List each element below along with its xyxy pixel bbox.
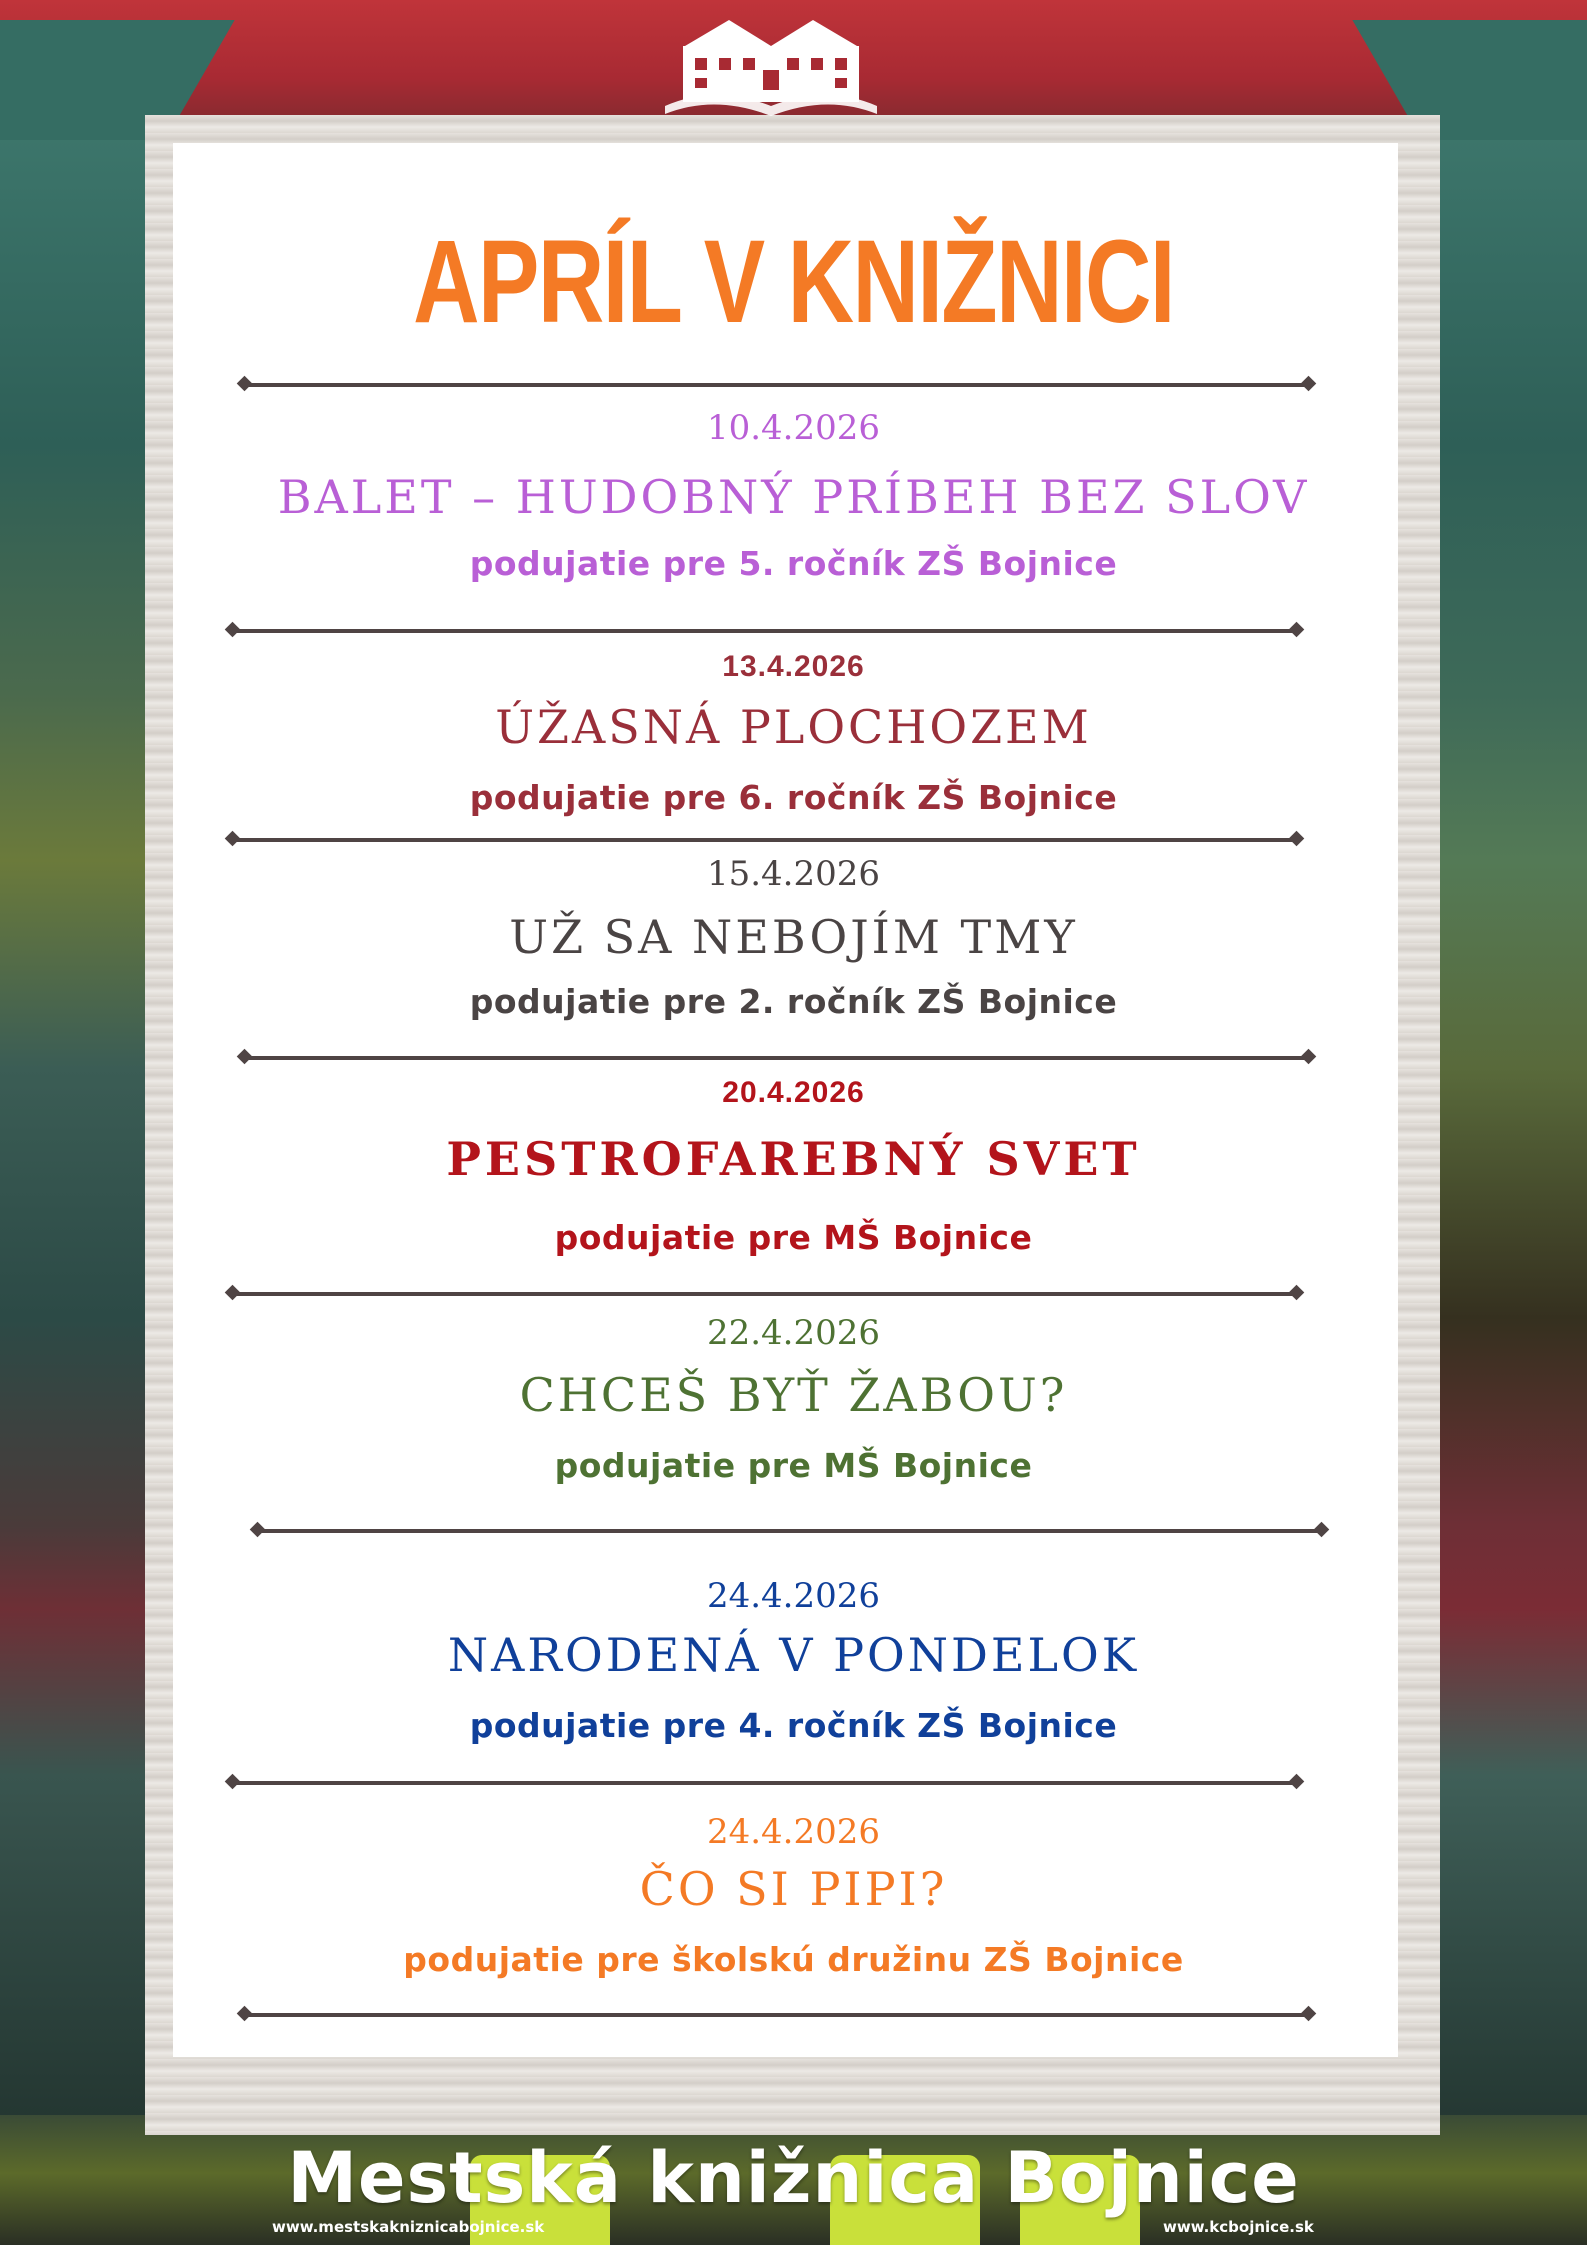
event-audience: podujatie pre MŠ Bojnice [554,1218,1033,1257]
event-title: BALET – HUDOBNÝ PRÍBEH BEZ SLOV [277,470,1310,524]
event-audience: podujatie pre 4. ročník ZŠ Bojnice [469,1706,1118,1745]
event-title: ČO SI PIPI? [639,1862,948,1916]
event-title: PESTROFAREBNÝ SVET [446,1132,1141,1186]
divider [245,2013,1308,2017]
event-audience: podujatie pre 2. ročník ZŠ Bojnice [469,982,1118,1021]
event-date: 10.4.2026 [706,408,881,448]
divider [245,383,1308,387]
divider [245,1056,1308,1060]
event-date: 22.4.2026 [706,1313,881,1353]
page-title: APRÍL V KNIŽNICI [413,216,1174,348]
event-audience: podujatie pre 6. ročník ZŠ Bojnice [469,778,1118,817]
event-audience: podujatie pre MŠ Bojnice [554,1446,1033,1485]
event-title: NARODENÁ V PONDELOK [447,1628,1140,1682]
event-date: 13.4.2026 [722,650,865,683]
divider [258,1529,1321,1533]
event-title: UŽ SA NEBOJÍM TMY [509,910,1078,964]
event-date: 24.4.2026 [706,1812,881,1852]
website-right-link[interactable]: www.kcbojnice.sk [1163,2218,1314,2236]
event-date: 20.4.2026 [722,1076,865,1109]
website-left-link[interactable]: www.mestskakniznicabojnice.sk [272,2218,545,2236]
event-title: ÚŽASNÁ PLOCHOZEM [495,700,1092,754]
divider [233,1292,1296,1296]
library-name-footer: Mestská knižnica Bojnice [287,2137,1300,2219]
divider [233,838,1296,842]
divider [233,1781,1296,1785]
library-logo-icon [655,14,887,118]
event-date: 15.4.2026 [706,854,881,894]
event-title: CHCEŠ BYŤ ŽABOU? [519,1368,1068,1422]
event-date: 24.4.2026 [706,1576,881,1616]
event-audience: podujatie pre školskú družinu ZŠ Bojnice [403,1940,1184,1979]
event-audience: podujatie pre 5. ročník ZŠ Bojnice [469,544,1118,583]
divider [233,629,1296,633]
